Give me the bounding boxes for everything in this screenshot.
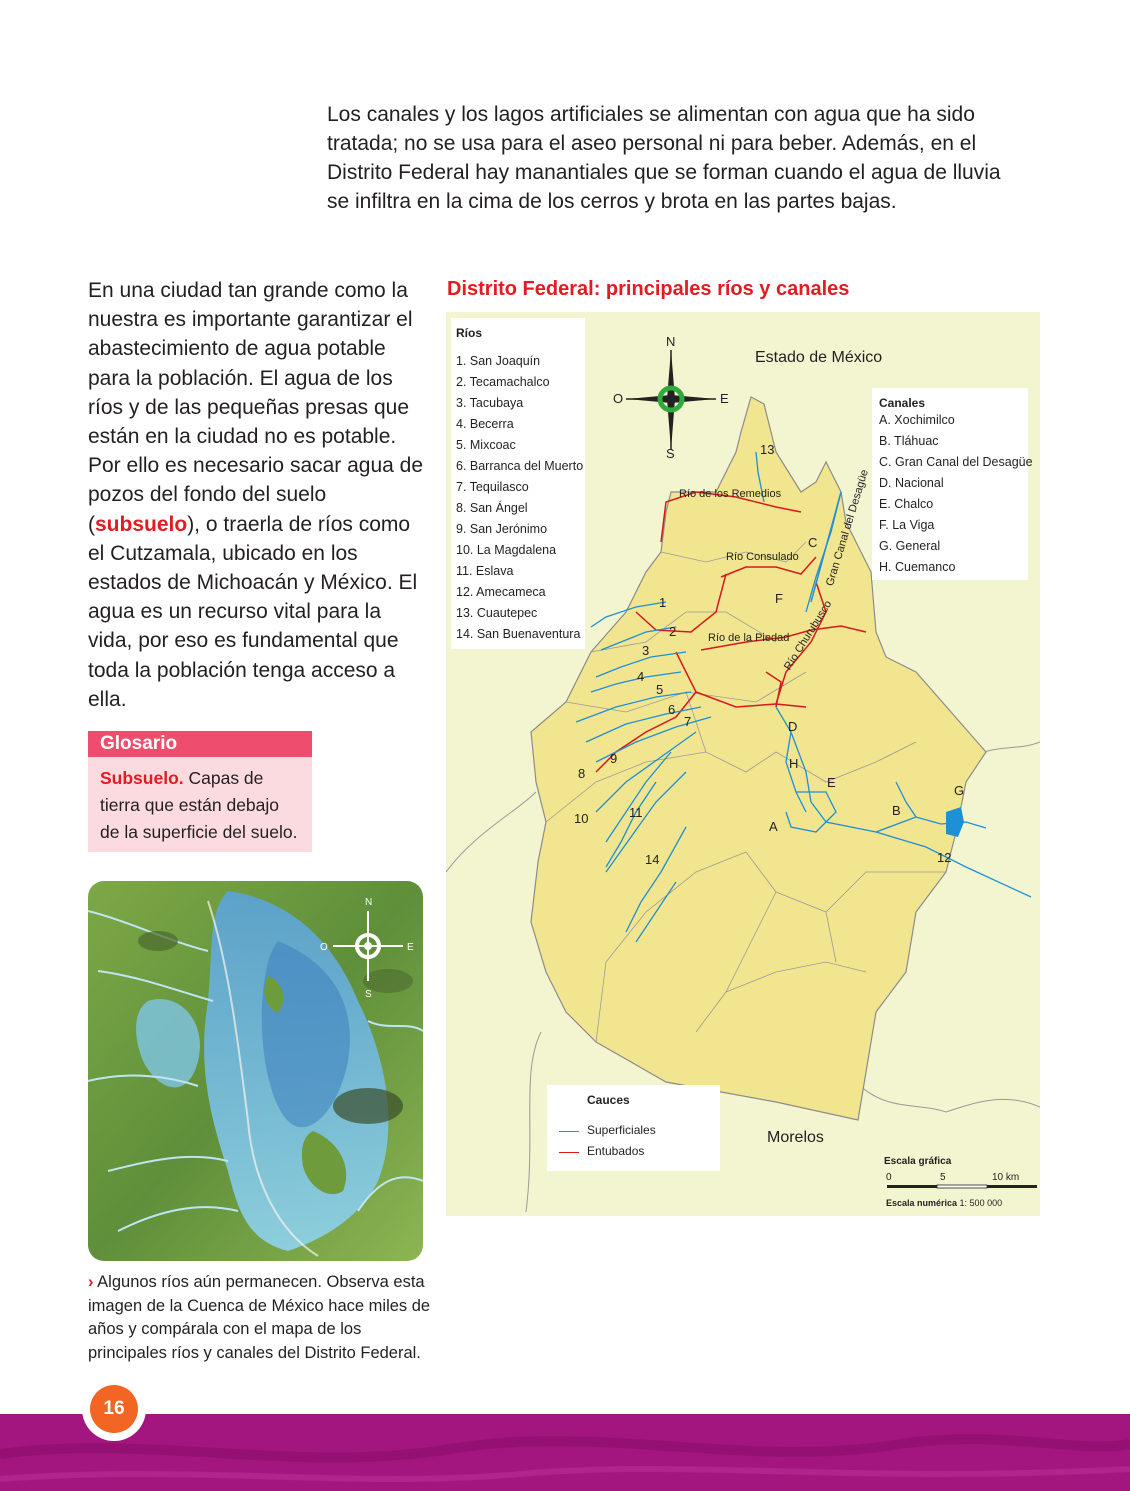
page-number: 16 [90, 1385, 138, 1433]
scale-tick-0: 0 [886, 1172, 892, 1183]
footer-band [0, 1414, 1130, 1491]
image-caption [88, 1271, 438, 1365]
glossary-box [88, 757, 312, 852]
scale-bar [887, 1185, 1037, 1188]
river-item: 4. Becerra [456, 417, 514, 431]
canal-item: E. Chalco [879, 497, 934, 511]
glossary-title: Glosario [88, 731, 312, 757]
canal-item: G. General [879, 539, 941, 553]
canal-item: A. Xochimilco [879, 413, 955, 427]
river-item: 6. Barranca del Muerto [456, 459, 584, 473]
canal-letter-d: D [788, 719, 798, 734]
compass-e: E [720, 391, 729, 406]
river-item: 1. San Joaquín [456, 354, 541, 368]
river-number-9: 9 [610, 751, 618, 766]
river-item: 13. Cuautepec [456, 606, 538, 620]
entubados-label: Entubados [587, 1144, 645, 1158]
scale-numeric-label: Escala numérica [886, 1198, 958, 1208]
river-number-5: 5 [656, 682, 664, 697]
river-number-6: 6 [668, 702, 676, 717]
river-number-12: 12 [937, 850, 952, 865]
subsuelo-term: subsuelo [95, 512, 188, 536]
canal-letter-a: A [769, 819, 778, 834]
river-number-13: 13 [760, 442, 775, 457]
canal-letter-f: F [775, 591, 783, 606]
canals-legend-title: Canales [879, 396, 926, 410]
caption-text: Algunos ríos aún permanecen. Observa esta imagen de la Cuenca de México hace miles de años y compárala con el mapa de los principales ríos y canales del Distrito Federal. [88, 1273, 431, 1362]
photo-compass-e: E [407, 942, 414, 953]
river-item: 8. San Ángel [456, 501, 528, 515]
river-item: 12. Amecameca [456, 585, 546, 599]
label-rio-consulado: Río Consulado [726, 551, 799, 563]
page-number-badge [82, 1377, 146, 1441]
river-item: 2. Tecamachalco [456, 375, 550, 389]
canal-item: C. Gran Canal del Desagüe [879, 455, 1033, 469]
river-item: 10. La Magdalena [456, 543, 557, 557]
region-morelos: Morelos [767, 1129, 824, 1146]
river-number-2: 2 [669, 624, 677, 639]
label-rio-piedad: Río de la Piedad [708, 632, 790, 644]
canal-item: H. Cuemanco [879, 560, 956, 574]
cauces-legend [547, 1085, 720, 1171]
footer-texture [0, 1414, 1130, 1491]
photo-compass-s: S [365, 989, 372, 1000]
rivers-map [446, 312, 1040, 1216]
scale-numeric-value: 1: 500 000 [957, 1198, 1003, 1208]
glossary-definition: Capas de tierra que están debajo de la superficie del suelo. [100, 768, 298, 842]
photo-compass-o: O [320, 942, 328, 953]
canal-letter-e: E [827, 775, 836, 790]
label-rio-remedios: Río de los Remedios [679, 488, 782, 500]
cauces-title: Cauces [587, 1093, 630, 1107]
photo-compass-n: N [365, 897, 373, 908]
map-title: Distrito Federal: principales ríos y canales [447, 278, 850, 300]
scale-tick-5: 5 [940, 1172, 946, 1183]
caption-marker: › [88, 1273, 94, 1291]
river-item: 11. Eslava [456, 564, 514, 578]
compass-s: S [666, 446, 675, 461]
scale-numeric [886, 1198, 1002, 1208]
river-item: 7. Tequilasco [456, 480, 529, 494]
river-number-4: 4 [637, 669, 645, 684]
rivers-legend-title: Ríos [456, 326, 483, 340]
label-rio-churubusco: Río Churubusco [782, 598, 835, 673]
river-number-8: 8 [578, 766, 586, 781]
river-item: 9. San Jerónimo [456, 522, 548, 536]
canals-legend [872, 388, 1033, 580]
label-gran-canal: Gran Canal del Desagüe [824, 468, 871, 588]
canal-letter-g: G [954, 783, 965, 798]
river-number-7: 7 [684, 714, 692, 729]
canal-item: F. La Viga [879, 518, 935, 532]
canal-letter-b: B [892, 803, 901, 818]
entubados-swatch [559, 1152, 579, 1153]
canal-letter-h: H [789, 756, 799, 771]
body-paragraph [88, 276, 428, 714]
river-number-14: 14 [645, 852, 660, 867]
lake-shape [946, 807, 964, 837]
compass-o: O [613, 391, 624, 406]
canal-letter-c: C [808, 535, 818, 550]
canal-item: B. Tláhuac [879, 434, 939, 448]
river-number-1: 1 [659, 595, 667, 610]
rivers-legend [451, 318, 585, 649]
river-item: 3. Tacubaya [456, 396, 524, 410]
body-text-part1: En una ciudad tan grande como la nuestra es importante garantizar el abastecimiento de agua potable para la población. El agua de los ríos y de las pequeñas presas que están en la ciudad no es potable. Por ello es necesario sacar agua de pozos del fondo del suelo ( [88, 279, 424, 536]
compass-n: N [666, 334, 676, 349]
canal-item: D. Nacional [879, 476, 944, 490]
river-item: 5. Mixcoac [456, 438, 516, 452]
basin-image [88, 881, 423, 1261]
river-item: 14. San Buenaventura [456, 627, 581, 641]
scale-title: Escala gráfica [884, 1156, 952, 1167]
intro-paragraph: Los canales y los lagos artificiales se alimentan con agua que ha sido tratada; no se usa para el aseo personal ni para beber. Además, en el Distrito Federal hay manantiales que se forman cuando el agua de lluvia se infiltra en la cima de los cerros y brota en las partes bajas. [327, 103, 1001, 213]
river-number-3: 3 [642, 643, 650, 658]
region-estado-mexico: Estado de México [755, 349, 883, 366]
basin-illustration [88, 881, 423, 1261]
body-text-part2: ), o traerla de ríos como el Cutzamala, ubicado en los estados de Michoacán y México. El agua es un recurso vital para la vida, por eso es fundamental que toda la población tenga acceso a ella. [88, 512, 418, 711]
scale-tick-10: 10 km [992, 1172, 1020, 1183]
river-number-10: 10 [574, 811, 589, 826]
superficiales-swatch [559, 1131, 579, 1132]
map-compass-icon [626, 350, 716, 450]
river-number-11: 11 [629, 805, 643, 820]
glossary-term: Subsuelo. [100, 768, 184, 788]
superficiales-label: Superficiales [587, 1123, 656, 1137]
